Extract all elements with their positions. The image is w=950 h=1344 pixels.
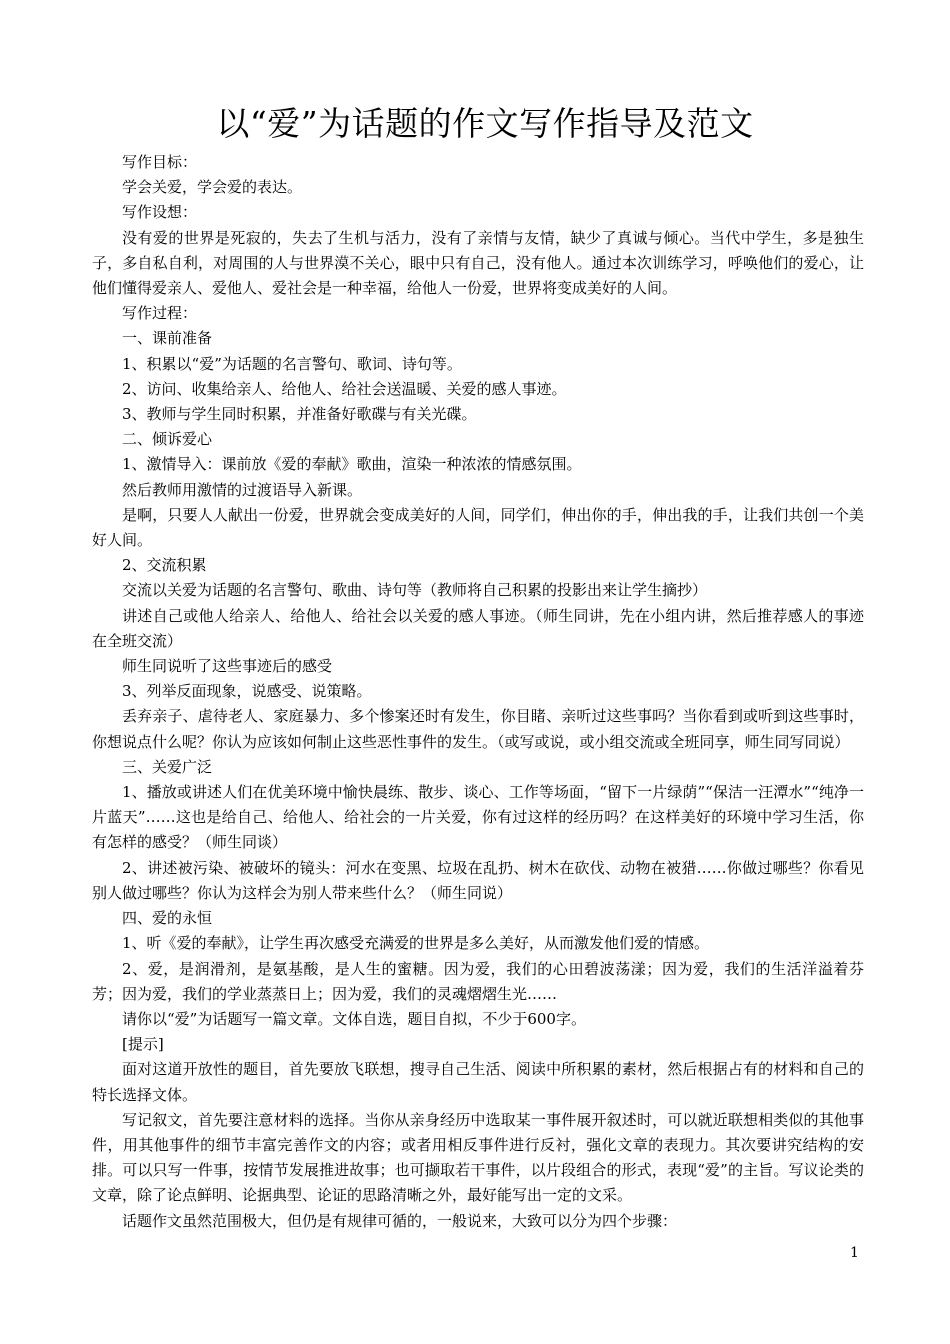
document-body xyxy=(92,150,864,1234)
list-item: 2、爱，是润滑剂，是氨基酸，是人生的蜜糖。因为爱，我们的心田碧波荡漾；因为爱，我们的生活洋溢着芬芳；因为爱，我们的学业蒸蒸日上；因为爱，我们的灵魂熠熠生光…… xyxy=(92,959,864,1003)
section-heading: 二、倾诉爱心 xyxy=(122,430,213,449)
paragraph: 师生同说听了这些事迹后的感受 xyxy=(122,657,333,676)
document-title: 以“爱”为话题的作文写作指导及范文 xyxy=(216,104,754,143)
paragraph: 写记叙文，首先要注意材料的选择。当你从亲身经历中选取某一事件展开叙述时，可以就近联想相类似的其他事件，用其他事件的细节丰富完善作文的内容；或者用相反事件进行反衬，强化文章的表现力。其次要讲究结构的安排。可以只写一件事，按情节发展推进故事；也可撷取若干事件，以片段组合的形式，表现“爱”的主旨。写议论类的文章，除了论点鲜明、论据典型、论证的思路清晰之外，最好能写出一定的文采。 xyxy=(92,1110,864,1205)
paragraph: 写作设想： xyxy=(122,203,198,222)
paragraph: 请你以“爱”为话题写一篇文章。文体自选，题目自拟，不少于600字。 xyxy=(122,1009,586,1028)
paragraph: 学会关爱，学会爱的表达。 xyxy=(122,178,303,197)
paragraph: 写作过程： xyxy=(122,304,198,323)
list-item: 3、教师与学生同时积累，并准备好歌碟与有关光碟。 xyxy=(122,405,477,424)
list-item: 1、积累以“爱”为话题的名言警句、歌词、诗句等。 xyxy=(122,354,462,373)
paragraph: 面对这道开放性的题目，首先要放飞联想，搜寻自己生活、阅读中所积累的素材，然后根据占有的材料和自己的特长选择文体。 xyxy=(92,1060,864,1104)
document-page xyxy=(92,98,864,1234)
list-item: 2、讲述被污染、被破坏的镜头：河水在变黑、垃圾在乱扔、树木在砍伐、动物在被猎……你做过哪些？你看见别人做过哪些？你认为这样会为别人带来些什么？（师生同说） xyxy=(92,858,864,902)
section-heading: 一、课前准备 xyxy=(122,329,213,348)
paragraph: 话题作文虽然范围极大，但仍是有规律可循的，一般说来，大致可以分为四个步骤： xyxy=(122,1211,678,1230)
list-item: 1、播放或讲述人们在优美环境中愉快晨练、散步、谈心、工作等场面，“留下一片绿荫”“保洁一汪潭水”“纯净一片蓝天”……这也是给自己、给他人、给社会的一片关爱，你有过这样的经历吗？在这样美好的环境中学习生活，你有怎样的感受？（师生同谈） xyxy=(92,783,864,852)
list-item: 2、交流积累 xyxy=(122,556,207,575)
paragraph: 没有爱的世界是死寂的，失去了生机与活力，没有了亲情与友情，缺少了真诚与倾心。当代中学生，多是独生子，多自私自利，对周围的人与世界漠不关心，眼中只有自己，没有他人。通过本次训练学习，呼唤他们的爱心，让他们懂得爱亲人、爱他人、爱社会是一种幸福，给他人一份爱，世界将变成美好的人间。 xyxy=(92,228,864,298)
section-heading: 三、关爱广泛 xyxy=(122,757,213,776)
paragraph: 交流以关爱为话题的名言警句、歌曲、诗句等（教师将自己积累的投影出来让学生摘抄） xyxy=(122,581,708,600)
list-item: 1、听《爱的奉献》，让学生再次感受充满爱的世界是多么美好，从而激发他们爱的情感。 xyxy=(122,934,710,953)
list-item: 3、列举反面现象，说感受、说策略。 xyxy=(122,682,372,701)
list-item: 2、访问、收集给亲人、给他人、给社会送温暖、关爱的感人事迹。 xyxy=(122,379,567,398)
paragraph: 讲述自己或他人给亲人、给他人、给社会以关爱的感人事迹。（师生同讲，先在小组内讲，然后推荐感人的事迹在全班交流） xyxy=(92,606,864,650)
page-number: 1 xyxy=(850,1245,859,1261)
paragraph: 丢弃亲子、虐待老人、家庭暴力、多个惨案还时有发生，你目睹、亲听过这些事吗？当你看到或听到这些事时，你想说点什么呢？你认为应该如何制止这些恶性事件的发生。（或写或说，或小组交流或全班同享，师生同写同说） xyxy=(92,707,864,751)
list-item: 1、激情导入：课前放《爱的奉献》歌曲，渲染一种浓浓的情感氛围。 xyxy=(122,455,582,474)
section-heading: 四、爱的永恒 xyxy=(122,909,213,928)
paragraph: 然后教师用激情的过渡语导入新课。 xyxy=(122,480,363,499)
paragraph: 写作目标： xyxy=(122,153,198,171)
paragraph: 是啊，只要人人献出一份爱，世界就会变成美好的人间，同学们，伸出你的手，伸出我的手，让我们共创一个美好人间。 xyxy=(92,505,864,550)
paragraph: [提示] xyxy=(122,1035,164,1054)
